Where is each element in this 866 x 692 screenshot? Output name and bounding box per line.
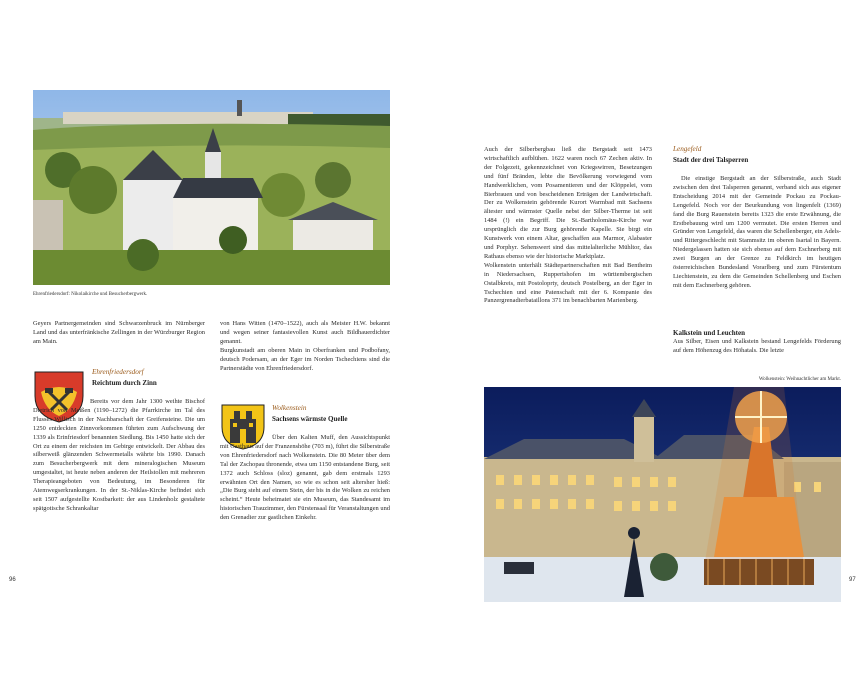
- left-col2-intro: [220, 320, 390, 373]
- section-text-ehrenfriedersdorf: Bereits vor dem Jahr 1300 weihte Bischof Dietrich von Meißen (1190–1272) die Pfarrkirche im Tal des Flusses Willisch in der Nachbarschaft der Greifensteine. Die um 1250 entdeckten Zinnvorkommen führten zum Aufschwung der 1339 als Erinfriesdorf benannten Siedlung. Bis 1450 hatte sich der Ort zu einem der reichsten im Gebirge entwickelt. Der Abbau des silberweiß glänzenden Schwermetalls währte bis 1990. Danach zum Besucherbergwerk mit dem mineralogischen Museum umgestaltet, ist heute neben anderen der Heilstollen mit mehreren Therapieangeboten von Bedeutung, im Besonderen für Atemwegserkrankungen. In der St.-Niklas-Kirche befindet sich seit 1507 aufgestellte Kostbarkeit: der aus Lindenholz gestaltete spätgotische Schrankaltar: [33, 398, 205, 512]
- church-photo: [33, 90, 390, 285]
- market-photo: [484, 387, 841, 602]
- section-subtitle-kalkstein: Kalkstein und Leuchten: [673, 329, 745, 337]
- right-col1-para-2: Wolkenstein unterhält Städtepartnerschaften mit Bad Bentheim in Niedersachsen, Ruppertshofen im württembergischen Ostalbkreis, mit Postoloprty, deutsch Postelberg, an der Eger in Tschechien und eine Patenschaft mit der 6. Kompanie des Panzergrenadierbataillons 371 im benachbarten Marienberg.: [484, 261, 652, 305]
- right-col1-para-1: Auch der Silberbergbau ließ die Bergstadt seit 1473 wirtschaftlich aufblühen. 1622 waren noch 67 Zechen aktiv. In der Folgezeit, gekennzeichnet von Kriegswirren, Besetzungen und fünf Bränden, lebte die Bevölkerung vorwiegend vom Handwerklichen, vom Posamentieren und der Klöppelei, vom Bierbrauen und von bescheidenen Erträgen der Landwirtschaft. Der zu Wolkenstein gehörende Kurort Warmbad mit Sachsens ältester und wärmster Quelle nebst der Silber-Therme ist seit 1484 (!) ein Begriff. Die St.-Bartholomäus-Kirche war ursprünglich die zur Burg gehörende Kapelle. Sie birgt ein Kunstwerk von einem Altar, geschaffen aus Marmor, Alabaster und Porphyr. Sehenswert sind das mittelalterliche Mühltor, das Rathaus ebenso wie der historische Marktplatz.: [484, 146, 652, 260]
- right-col1-text: [484, 146, 652, 306]
- page-number-right: 97: [849, 577, 856, 583]
- section-subtitle-waermste-quelle: Sachsens wärmste Quelle: [272, 415, 348, 423]
- page-number-left: 96: [9, 577, 16, 583]
- left-col2-para-2: Burgkunstadt am oberen Main in Oberfranken und Podbořany, deutsch Podersam, an der Eger im Norden Tschechiens sind die Partnerstädte von Ehrenfriedersdorf.: [220, 346, 390, 372]
- section-title-lengefeld: Lengefeld: [673, 145, 702, 153]
- section-text-kalkstein: Aus Silber, Eisen und Kalkstein bestand Lengefelds Förderung auf dem Höhenzug des Höhatals. Die letzte: [673, 338, 841, 354]
- section-text-lengefeld: Die einstige Bergstadt an der Silberstraße, auch Stadt zwischen den drei Talsperren genannt, verband sich aus eigener Entscheidung 2014 mit der Gemeinde Pockau zu Pockau-Lengefeld. Noch vor der Beurkundung von lingenfelt (1369) fand die Burg Rauenstein bereits 1323 die erste Erwähnung, die Erstbebauung wird um 1200 vermutet. Die ersten Herren und Gründer von Lengefeld, das waren die Schellenberger, ein Adels- und Rittergeschlecht mit Stammsitz im oberen Isartal in Bayern. Niedergelassen hatten sie sich ebenso auf dem Eschnerberg mit zwei Burgen an der Grenze zu Feldkirch im heutigen österreichischen Bundesland Vorarlberg und zum Fürstentum Liechtenstein, zu dem die Gemeinden Schellenberg und Eschen mit dem Eschnerberg gehören.: [673, 175, 841, 289]
- section-text-wolkenstein: Über den Kalten Muff, den Aussichtspunkt mit Gasthaus auf der Franzenshöhe (703 m), führt die Silberstraße von Ehrenfriedersdorf nach Wolkenstein. Die 80 Meter über dem Tal der Zschopau thronende, etwa um 1150 entstandene Burg, seit 1372 auch Schloss (sloz) genannt, gab dem erstmals 1293 erwähnten Ort den Namen, so wie es schon seit altersher hieß: „Die Burg steht auf einem Stein, der bis in die Wolken zu reichen scheint.“ Heute beheimatet sie ein Museum, das Standesamt im historischen Trauzimmer, den Fürstensaal für Veranstaltungen und den Grenadier zur gastlichen Einkehr.: [220, 434, 390, 522]
- left-col1-intro: Geyers Partnergemeinden sind Schwarzenbruck im Nürnberger Land und das unterfränkische Zellingen in der Würzburger Region am Main.: [33, 320, 205, 345]
- left-col2-para-1: von Hans Witten (1470–1522), auch als Meister H.W. bekannt und wegen seiner fantasievollen Kunst auch Bildhauerdichter genannt.: [220, 320, 390, 345]
- section-title-ehrenfriedersdorf: Ehrenfriedersdorf: [92, 368, 144, 376]
- section-title-wolkenstein: Wolkenstein: [272, 404, 307, 412]
- section-subtitle-reichtum: Reichtum durch Zinn: [92, 379, 157, 387]
- section-subtitle-talsperren: Stadt der drei Talsperren: [673, 156, 749, 164]
- left-photo-caption: Ehrenfriedersdorf: Nikolaikirche und Besucherbergwerk.: [33, 292, 148, 297]
- right-photo-caption: Wolkenstein: Weihnachtlicher am Markt.: [758, 377, 841, 382]
